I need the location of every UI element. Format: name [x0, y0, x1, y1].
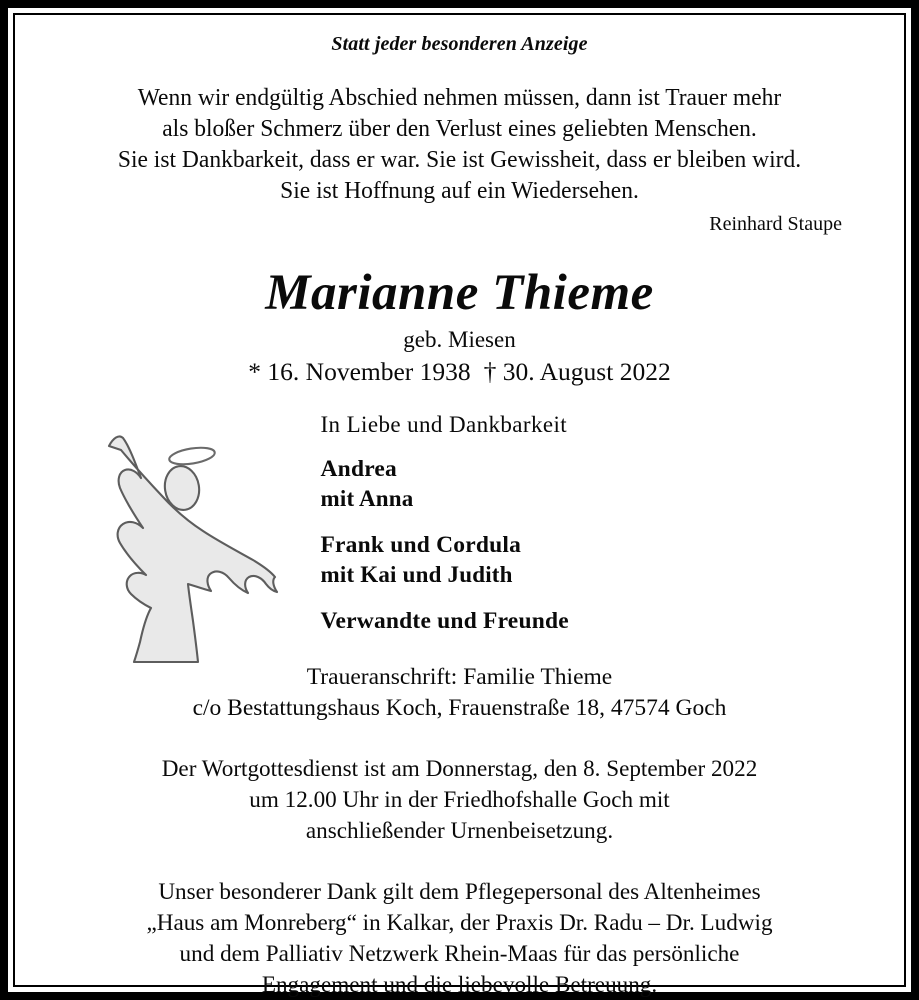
family-intro: In Liebe und Dankbarkeit	[320, 412, 568, 437]
service-line: Der Wortgottesdienst ist am Donnerstag, den 8. September 2022	[161, 756, 758, 782]
notice-content	[15, 15, 904, 998]
family-member-primary: Frank und Cordula	[320, 532, 522, 558]
middle-section	[43, 410, 876, 642]
family-member-primary: Verwandte und Freunde	[320, 608, 569, 634]
poem-attribution: Reinhard Staupe	[709, 213, 842, 235]
family-group	[321, 606, 625, 636]
family-group	[321, 454, 625, 514]
memorial-poem	[60, 82, 860, 206]
address-line: Traueranschrift: Familie Thieme	[306, 664, 613, 690]
service-line: anschließender Urnenbeisetzung.	[305, 818, 614, 844]
poem-line: Sie ist Dankbarkeit, dass er war. Sie ist Gewissheit, dass er bleiben wird.	[117, 146, 802, 173]
birth-date: * 16. November 1938	[248, 357, 471, 386]
family-member-primary: Andrea	[320, 456, 397, 482]
angel-illustration	[85, 410, 285, 665]
thanks-line: und dem Palliativ Netzwerk Rhein-Maas für das persönliche	[179, 941, 740, 967]
poem-line: Wenn wir endgültig Abschied nehmen müssen, dann ist Trauer mehr	[137, 84, 782, 111]
family-member-secondary: mit Anna	[320, 486, 414, 511]
poem-line: als bloßer Schmerz über den Verlust eines geliebten Menschen.	[162, 115, 757, 142]
notice-eyebrow: Statt jeder besonderen Anzeige	[331, 33, 588, 55]
poem-line: Sie ist Hoffnung auf ein Wiedersehen.	[280, 177, 639, 204]
mourning-address-block	[43, 662, 876, 724]
deceased-maiden-name: geb. Miesen	[403, 327, 516, 352]
service-line: um 12.00 Uhr in der Friedhofshalle Goch mit	[249, 787, 670, 813]
family-signature-block	[295, 410, 625, 636]
thanks-block	[43, 877, 876, 1000]
address-line: c/o Bestattungshaus Koch, Frauenstraße 18, 47574 Goch	[192, 695, 727, 721]
family-member-secondary: mit Kai und Judith	[320, 562, 513, 587]
thanks-line: „Haus am Monreberg“ in Kalkar, der Praxis Dr. Radu – Dr. Ludwig	[146, 910, 773, 936]
family-group	[321, 530, 625, 590]
deceased-dates	[43, 356, 876, 388]
thanks-line: Engagement und die liebevolle Betreuung.	[261, 972, 658, 998]
halo-icon	[168, 445, 216, 467]
death-date: † 30. August 2022	[483, 357, 671, 386]
thanks-line: Unser besonderer Dank gilt dem Pflegepersonal des Altenheimes	[158, 879, 761, 905]
deceased-name: Marianne Thieme	[265, 265, 654, 321]
service-details-block	[43, 754, 876, 847]
